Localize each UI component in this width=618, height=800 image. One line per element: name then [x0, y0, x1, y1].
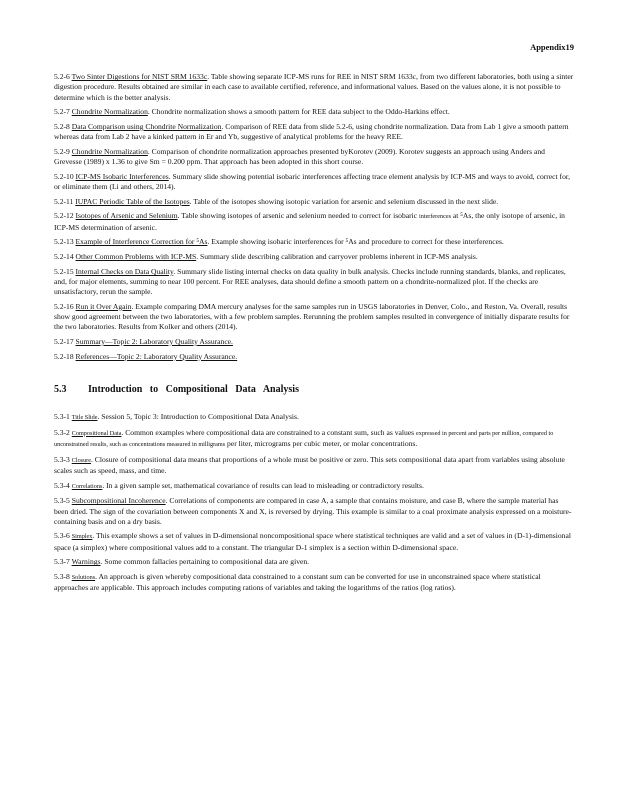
- slide-link[interactable]: References—Topic 2: Laboratory Quality Assurance.: [75, 351, 238, 361]
- slide-link[interactable]: ICP-MS Isobaric Interferences: [75, 171, 169, 181]
- entry-text: . Comparison of chondrite normalization approaches presented byKorotev (2009). Korotev suggests an approach using Anders and Grevesse (1989) x 1.36 to give Sm = 0.200 ppm. That approach has been adopted in this short course.: [54, 146, 545, 167]
- entry-text-small: expressed in percent and parts per million, compared to unconstrained results, such as concentrations measured in milligrams: [54, 429, 554, 448]
- list-item: [54, 352, 574, 362]
- list-item: [54, 197, 574, 207]
- entry-number: 5.2-7: [54, 107, 70, 117]
- list-item: [54, 122, 574, 142]
- entry-text: . Table showing isotopes of arsenic and selenium needed to correct for isobaric: [177, 211, 418, 221]
- entry-text: . Example comparing DMA mercury analyses for the same samples run in USGS laboratories in Denver, Colo., and Reston, Va. Overall, results show good agreement between the two laboratories, with a few problem samples. Rerunning the problem samples resulted in convergence of initially disparate results for the two laboratories. Results from Kolker and others (2014).: [54, 301, 570, 332]
- entry-number: 5.2-13: [54, 237, 74, 247]
- entry-text: . Comparison of REE data from slide 5.2-6, using chondrite normalization. Data from Lab 1 give a smooth pattern whereas data from Lab 2 have a kinked pattern in Er and Yb, suggestive of analytical problems for the heavy REE.: [54, 122, 569, 142]
- entry-number: 5.2-17: [54, 336, 74, 346]
- entry-number: 5.3-4: [54, 480, 70, 490]
- entry-number: 5.3-8: [54, 572, 70, 582]
- entry-text: . This example shows a set of values in D-dimensional noncompositional space where statistical techniques are valid and a set of values in (D-1)-dimensional space (a simplex) where compositional values add to a constant. The triangular D-1 simplex is a section within D-dimensional space.: [54, 531, 571, 552]
- entry-list-5-2: [54, 72, 574, 362]
- section-number: 5.3: [54, 383, 67, 395]
- list-item: [54, 455, 574, 476]
- slide-link[interactable]: Summary—Topic 2: Laboratory Quality Assurance.: [75, 336, 233, 346]
- entry-text: . Summary slide describing calibration and carryover problems inherent in ICP-MS analysis.: [196, 252, 478, 262]
- entry-text: . Example showing isobaric interferences for ⁵As and procedure to correct for these interferences.: [207, 237, 504, 247]
- entry-number: 5.3-1: [54, 412, 70, 422]
- entry-number: 5.2-8: [54, 122, 70, 132]
- slide-link[interactable]: Other Common Problems with ICP-MS: [75, 252, 197, 262]
- list-item: [54, 211, 574, 232]
- entry-text: . Closure of compositional data means that proportions of a whole must be positive or zero. This sets compositional data apart from variables using absolute scales such as speed, mass, and time.: [54, 454, 565, 475]
- entry-text: . Summary slide listing internal checks on data quality in bulk analysis. Checks include running standards, blanks, and replicates, and, for major elements, summing to near 100 percent. For REE analyses, data should define a smooth pattern on a chondrite-normalized plot. If the checks are unsatisfactory, rerun the sample.: [54, 266, 566, 297]
- slide-link[interactable]: Chondrite Normalization: [71, 107, 148, 117]
- entry-number: 5.3-3: [54, 454, 70, 464]
- list-item: [54, 557, 574, 567]
- slide-link[interactable]: Compositional Data: [71, 429, 122, 437]
- entry-text: . Correlations of components are compared in case A, a sample that contains moisture, and case B, where the sample material has been dried. The sign of the covariation between components X and X, is reversed by drying. This example is similar to a coal proximate analysis expressed on a moisture-containing basis and on a dry basis.: [54, 496, 572, 526]
- entry-number: 5.2-16: [54, 301, 74, 311]
- list-item: [54, 337, 574, 347]
- slide-link[interactable]: Two Sinter Digestions for NIST SRM 1633c: [71, 72, 208, 82]
- slide-link[interactable]: Internal Checks on Data Quality: [75, 266, 174, 276]
- slide-link[interactable]: Title Slide: [71, 414, 98, 422]
- entry-text: . Session 5, Topic 3: Introduction to Compositional Data Analysis.: [97, 412, 299, 422]
- entry-number: 5.2-18: [54, 351, 74, 361]
- list-item: [54, 267, 574, 298]
- entry-number: 5.3-7: [54, 557, 70, 567]
- entry-number: 5.2-11: [54, 196, 74, 206]
- entry-number: 5.2-14: [54, 252, 74, 262]
- entry-text: at ⁵As, the only isotope of arsenic, in ICP-MS determination of arsenic.: [54, 211, 565, 232]
- slide-link[interactable]: Example of Interference Correction for ⁵As: [75, 237, 208, 247]
- entry-text: . Chondrite normalization shows a smooth pattern for REE data subject to the Oddo-Harkins effect.: [147, 107, 450, 117]
- list-item: [54, 147, 574, 167]
- entry-number: 5.2-10: [54, 171, 74, 181]
- entry-number: 5.3-5: [54, 496, 70, 506]
- list-item: [54, 302, 574, 333]
- entry-text: . Summary slide showing potential isobaric interferences affecting trace element analysis by ICP-MS and ways to avoid, correct for, or eliminate them (Li and others, 2014).: [54, 171, 571, 192]
- list-item: [54, 172, 574, 192]
- slide-link[interactable]: Subcompositional Incoherence: [71, 496, 166, 506]
- list-item: [54, 412, 574, 423]
- entry-text: . Some common fallacies pertaining to compositional data are given.: [100, 557, 310, 567]
- entry-number: 5.3-2: [54, 427, 70, 437]
- entry-text: per liter, micrograms per cubic meter, or molar concentrations.: [225, 438, 418, 448]
- entry-text: . Common examples where compositional data are constrained to a constant sum, such as values: [121, 427, 415, 437]
- slide-link[interactable]: Data Comparison using Chondrite Normalization: [71, 122, 222, 132]
- list-item: [54, 531, 574, 552]
- slide-link[interactable]: Run it Over Again: [75, 301, 132, 311]
- slide-link[interactable]: Isotopes of Arsenic and Selenium: [75, 211, 178, 221]
- entry-text: . An approach is given whereby compositional data constrained to a constant sum can be converted for use in unconstrained space where statistical approaches are applicable. This approach includes computing rations of variables and taking the logarithms of the ratios (log ratios).: [54, 572, 541, 593]
- slide-link[interactable]: Chondrite Normalization: [71, 146, 148, 156]
- list-item: [54, 252, 574, 262]
- entry-text: . Table of the isotopes showing isotopic variation for arsenic and selenium discussed in the next slide.: [189, 196, 499, 206]
- slide-link[interactable]: Simplex: [71, 533, 93, 541]
- list-item: [54, 481, 574, 492]
- section-title: Introduction to Compositional Data Analysis: [88, 383, 299, 395]
- entry-text: . Table showing separate ICP-MS runs for REE in NIST SRM 1633c, from two different laboratories, both using a sinter digestion procedure. Results obtained are similar in each case to available certified, reference, and informational values. Based on the values alone, it is not possible to determine which is the better analysis.: [54, 72, 574, 102]
- entry-number: 5.3-6: [54, 531, 70, 541]
- entry-number: 5.2-6: [54, 72, 70, 82]
- entry-number: 5.2-9: [54, 146, 70, 156]
- entry-number: 5.2-12: [54, 211, 74, 221]
- entry-text-small: interferences: [419, 213, 451, 221]
- slide-link[interactable]: IUPAC Periodic Table of the Isotopes: [75, 196, 190, 206]
- list-item: [54, 496, 574, 527]
- list-item: [54, 107, 574, 117]
- slide-link[interactable]: Correlations: [71, 482, 103, 490]
- entry-text: . In a given sample set, mathematical covariance of results can lead to misleading or contradictory results.: [102, 480, 424, 490]
- entry-list-5-3: [54, 412, 574, 593]
- page-header: Appendix19: [530, 42, 574, 52]
- slide-link[interactable]: Warnings: [71, 557, 101, 567]
- entry-number: 5.2-15: [54, 266, 74, 276]
- list-item: [54, 428, 574, 450]
- slide-link[interactable]: Closure: [71, 456, 91, 464]
- list-item: [54, 237, 574, 247]
- list-item: [54, 72, 574, 103]
- list-item: [54, 572, 574, 593]
- slide-link[interactable]: Solutions: [71, 574, 96, 582]
- section-heading: [54, 385, 574, 395]
